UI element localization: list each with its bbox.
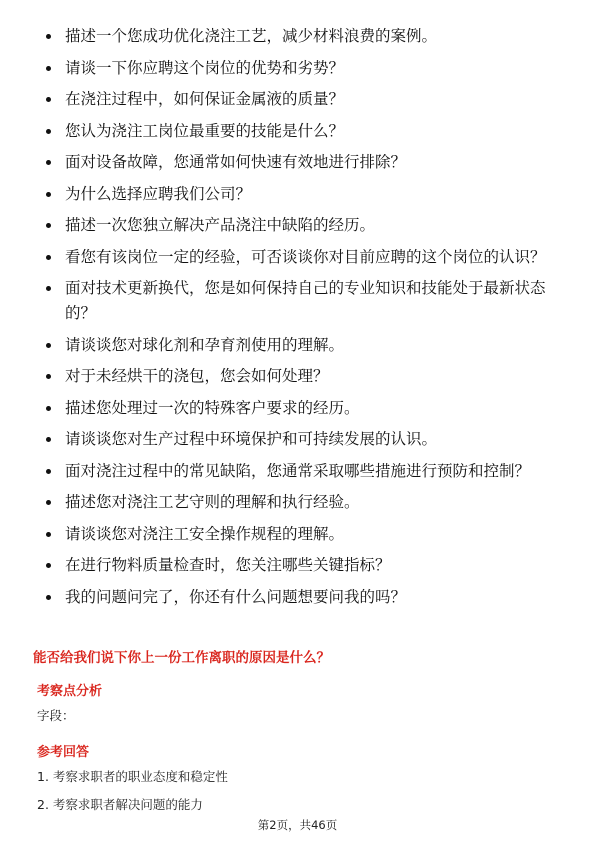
featured-question: 能否给我们说下你上一份工作离职的原因是什么？ <box>33 650 330 666</box>
bullet-dot-icon <box>46 34 51 39</box>
bullet-item <box>46 553 566 578</box>
bullet-text: 您认为浇注工岗位最重要的技能是什么？ <box>65 121 345 140</box>
bullet-text: 描述一个您成功优化浇注工艺，减少材料浪费的案例。 <box>65 27 438 45</box>
bullet-text: 请谈一下你应聘这个岗位的优势和劣势？ <box>65 58 345 77</box>
bullet-dot-icon <box>46 223 51 228</box>
bullet-text: 对于未经烘干的浇包，您会如何处理？ <box>65 367 329 385</box>
bullet-dot-icon <box>46 286 51 291</box>
bullet-item <box>46 276 566 326</box>
bullet-text: 看您有该岗位一定的经验，可否谈谈你对目前应聘的这个岗位的认识？ <box>65 247 546 266</box>
bullet-dot-icon <box>46 66 51 71</box>
bullet-text: 请谈谈您对浇注工安全操作规程的理解。 <box>65 524 345 543</box>
field-label: 字段： <box>37 708 75 723</box>
bullet-text: 我的问题问完了，你还有什么问题想要问我的吗？ <box>65 587 407 606</box>
bullet-dot-icon <box>46 160 51 165</box>
bullet-item <box>46 364 566 389</box>
bullet-item <box>46 522 566 547</box>
bullet-text: 请谈谈您对球化剂和孕育剂使用的理解。 <box>65 335 345 354</box>
reference-item: 1. 考察求职者的职业态度和稳定性 <box>37 769 228 784</box>
question-list <box>46 24 566 616</box>
bullet-dot-icon <box>46 374 51 379</box>
bullet-dot-icon <box>46 437 51 442</box>
page-footer: 第2页，共46页 <box>257 818 338 832</box>
bullet-item <box>46 490 566 515</box>
bullet-item <box>46 24 566 49</box>
bullet-item <box>46 182 566 207</box>
bullet-text: 在浇注过程中，如何保证金属液的质量？ <box>65 90 345 108</box>
analysis-title: 考察点分析 <box>37 684 103 699</box>
bullet-text: 请谈谈您对生产过程中环境保护和可持续发展的认识。 <box>65 430 438 448</box>
bullet-dot-icon <box>46 563 51 568</box>
bullet-text: 描述您处理过一次的特殊客户要求的经历。 <box>65 398 360 417</box>
bullet-text: 面对浇注过程中的常见缺陷，您通常采取哪些措施进行预防和控制？ <box>65 461 531 480</box>
bullet-item <box>46 213 566 238</box>
bullet-dot-icon <box>46 343 51 348</box>
bullet-dot-icon <box>46 500 51 505</box>
bullet-text: 在进行物料质量检查时，您关注哪些关键指标？ <box>65 556 391 574</box>
reference-title: 参考回答 <box>37 745 90 760</box>
bullet-dot-icon <box>46 129 51 134</box>
bullet-item <box>46 396 566 421</box>
bullet-text: 描述一次您独立解决产品浇注中缺陷的经历。 <box>65 216 376 234</box>
bullet-dot-icon <box>46 469 51 474</box>
reference-item: 2. 考察求职者解决问题的能力 <box>37 797 203 812</box>
bullet-dot-icon <box>46 255 51 260</box>
bullet-item <box>46 245 566 270</box>
bullet-item <box>46 427 566 452</box>
bullet-text: 面对设备故障，您通常如何快速有效地进行排除？ <box>65 153 407 171</box>
bullet-text: 描述您对浇注工艺守则的理解和执行经验。 <box>65 493 360 511</box>
bullet-item <box>46 87 566 112</box>
bullet-text: 面对技术更新换代，您是如何保持自己的专业知识和技能处于最新状态的？ <box>65 279 546 322</box>
bullet-item <box>46 119 566 144</box>
bullet-item <box>46 56 566 81</box>
bullet-dot-icon <box>46 97 51 102</box>
bullet-item <box>46 333 566 358</box>
bullet-item <box>46 585 566 610</box>
bullet-text: 为什么选择应聘我们公司？ <box>65 184 252 203</box>
bullet-dot-icon <box>46 192 51 197</box>
bullet-item <box>46 459 566 484</box>
bullet-dot-icon <box>46 595 51 600</box>
bullet-dot-icon <box>46 406 51 411</box>
bullet-dot-icon <box>46 532 51 537</box>
bullet-item <box>46 150 566 175</box>
